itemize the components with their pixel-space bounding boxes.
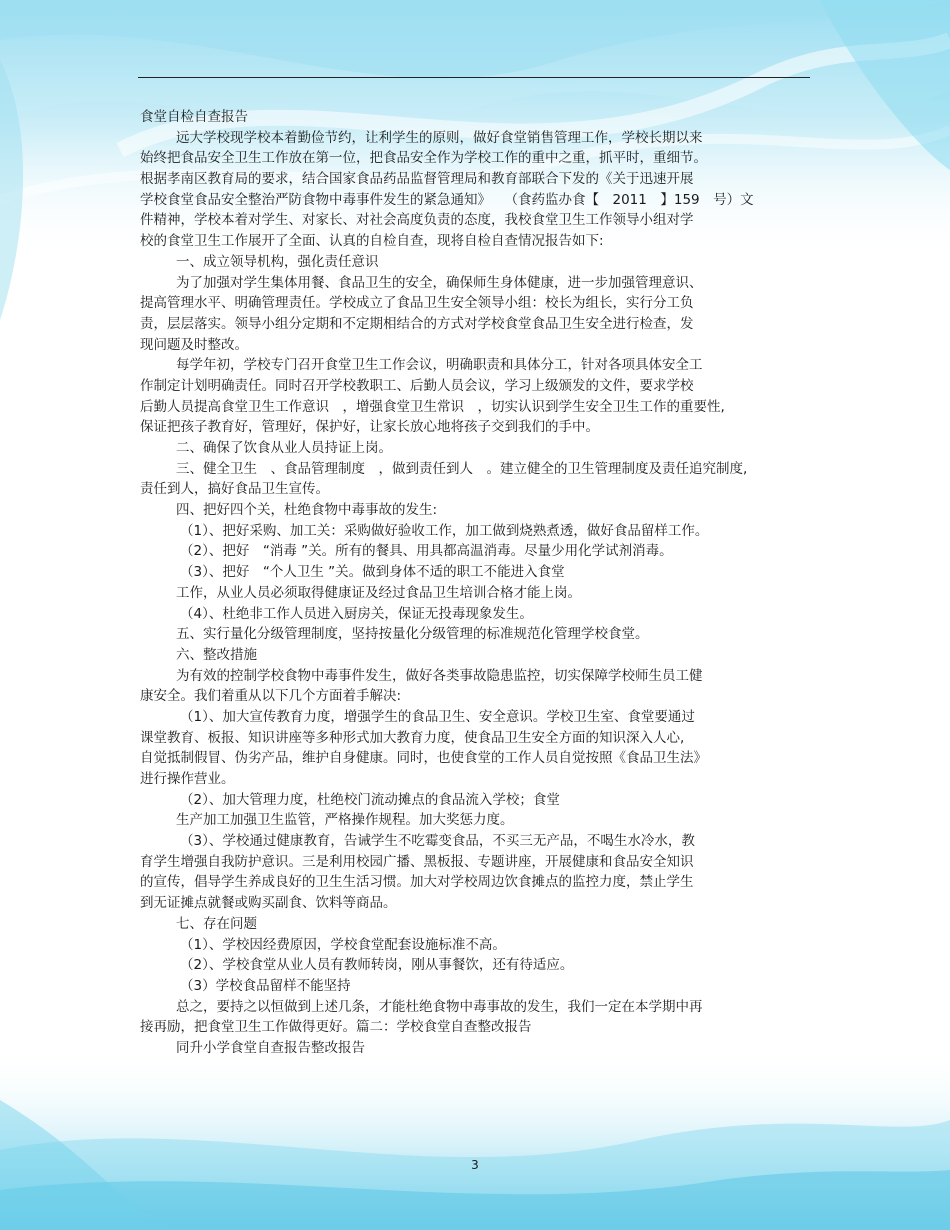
paragraph-line: 远大学校现学校本着勤俭节约，让利学生的原则，做好食堂销售管理工作，学校长期以来 — [176, 129, 703, 146]
paragraph-line: 现问题及时整改。 — [140, 336, 248, 353]
paragraph-line: 责任到人，搞好食品卫生宣传。 — [140, 481, 329, 498]
paragraph-line: 作制定计划明确责任。同时召开学校教职工、后勤人员会议，学习上级颁发的文件，要求学校 — [140, 377, 694, 394]
paragraph-line: 同升小学食堂自查报告整改报告 — [176, 1039, 365, 1056]
document-title: 食堂自检自查报告 — [140, 109, 248, 125]
paragraph-line: 康安全。我们着重从以下几个方面着手解决: — [140, 688, 402, 705]
paragraph-line: 为有效的控制学校食物中毒事件发生，做好各类事故隐患监控，切实保障学校师生员工健 — [176, 667, 703, 684]
paragraph-line: 始终把食品安全卫生工作放在第一位，把食品安全作为学校工作的重中之重，抓平时，重细节。 — [140, 150, 707, 167]
list-item: （2）、加大管理力度，杜绝校门流动摊点的食品流入学校；食堂 — [180, 791, 560, 808]
paragraph-line: 后勤人员提高食堂卫生工作意识 ，增强食堂卫生常识 ，切实认识到学生安全卫生工作的重要性, — [140, 398, 725, 415]
list-item: （3）、学校通过健康教育，告诫学生不吃霉变食品，不买三无产品，不喝生水冷水，教 — [180, 833, 695, 850]
paragraph-line: 保证把孩子教育好，管理好，保护好，让家长放心地将孩子交到我们的手中。 — [140, 419, 599, 436]
paragraph-line: 自觉抵制假冒、伪劣产品，维护自身健康。同时，也使食堂的工作人员自觉按照《食品卫生法》 — [140, 750, 707, 767]
paragraph-line: 总之，要持之以恒做到上述几条，才能杜绝食物中毒事故的发生，我们一定在本学期中再 — [176, 998, 703, 1015]
paragraph-line: 根据孝南区教育局的要求，结合国家食品药品监督管理局和教育部联合下发的《关于迅速开展 — [140, 171, 694, 188]
paragraph-line: 提高管理水平、明确管理责任。学校成立了食品卫生安全领导小组：校长为组长，实行分工负 — [140, 295, 694, 312]
paragraph-line: 件精神，学校本着对学生、对家长、对社会高度负责的态度，我校食堂卫生工作领导小组对学 — [140, 212, 694, 229]
paragraph-line: 为了加强对学生集体用餐、食品卫生的安全，确保师生身体健康，进一步加强管理意识、 — [176, 274, 703, 291]
section-heading: 六、整改措施 — [176, 646, 257, 663]
paragraph-line: 进行操作营业。 — [140, 771, 235, 787]
paragraph-line: 的宣传，倡导学生养成良好的卫生生活习惯。加大对学校周边饮食摊点的监控力度，禁止学生 — [140, 874, 694, 891]
paragraph-line: 学校食堂食品安全整治严防食物中毒事件发生的紧急通知》 （食药监办食【 2011 】159 号）文 — [140, 191, 754, 208]
section-heading: 四、把好四个关，杜绝食物中毒事故的发生: — [176, 502, 438, 519]
paragraph-line: 校的食堂卫生工作展开了全面、认真的自检自查，现将自检自查情况报告如下: — [140, 233, 604, 250]
section-heading: 一、成立领导机构，强化责任意识 — [176, 253, 379, 270]
page-number: 3 — [471, 1158, 479, 1172]
list-item: （3）、把好 “个人卫生 ”关。做到身体不适的职工不能进入食堂 — [180, 564, 565, 581]
document-body — [140, 107, 820, 1059]
list-item: （1）、把好采购、加工关：采购做好验收工作，加工做到烧熟煮透，做好食品留样工作。 — [180, 522, 709, 539]
paragraph-line: 到无证摊点就餐或购买副食、饮料等商品。 — [140, 895, 397, 912]
list-item: （1）、学校因经费原因，学校食堂配套设施标准不高。 — [180, 936, 506, 953]
section-heading: 二、确保了饮食从业人员持证上岗。 — [176, 440, 392, 456]
paragraph-line: 育学生增强自我防护意识。三是利用校园广播、黑板报、专题讲座，开展健康和食品安全知识 — [140, 853, 694, 870]
paragraph-line: 接再励，把食堂卫生工作做得更好。篇二：学校食堂自查整改报告 — [140, 1019, 532, 1036]
paragraph-line: 课堂教育、板报、知识讲座等多种形式加大教育力度，使食品卫生安全方面的知识深入人心, — [140, 729, 685, 746]
list-item-continuation: 工作，从业人员必须取得健康证及经过食品卫生培训合格才能上岗。 — [176, 584, 581, 601]
list-item: （1）、加大宣传教育力度，增强学生的食品卫生、安全意识。学校卫生室、食堂要通过 — [180, 708, 695, 725]
header-rule — [138, 77, 810, 78]
section-heading: 三、健全卫生 、食品管理制度 ，做到责任到人 。建立健全的卫生管理制度及责任追究制度, — [176, 460, 748, 477]
section-heading: 七、存在问题 — [176, 915, 257, 932]
list-item: （4）、杜绝非工作人员进入厨房关，保证无投毒现象发生。 — [180, 605, 533, 622]
paragraph-line: 责，层层落实。领导小组分定期和不定期相结合的方式对学校食堂食品卫生安全进行检查，发 — [140, 315, 694, 332]
paragraph-line: 每学年初，学校专门召开食堂卫生工作会议，明确职责和具体分工，针对各项具体安全工 — [176, 357, 703, 374]
list-item-continuation: 生产加工加强卫生监管，严格操作规程。加大奖惩力度。 — [176, 812, 514, 829]
list-item: （2）、学校食堂从业人员有教师转岗，刚从事餐饮，还有待适应。 — [180, 957, 574, 974]
list-item: （3）学校食品留样不能坚持 — [180, 977, 351, 994]
list-item: （2）、把好 “消毒 ”关。所有的餐具、用具都高温消毒。尽量少用化学试剂消毒。 — [180, 543, 673, 560]
section-heading: 五、实行量化分级管理制度，坚持按量化分级管理的标准规范化管理学校食堂。 — [176, 626, 649, 643]
